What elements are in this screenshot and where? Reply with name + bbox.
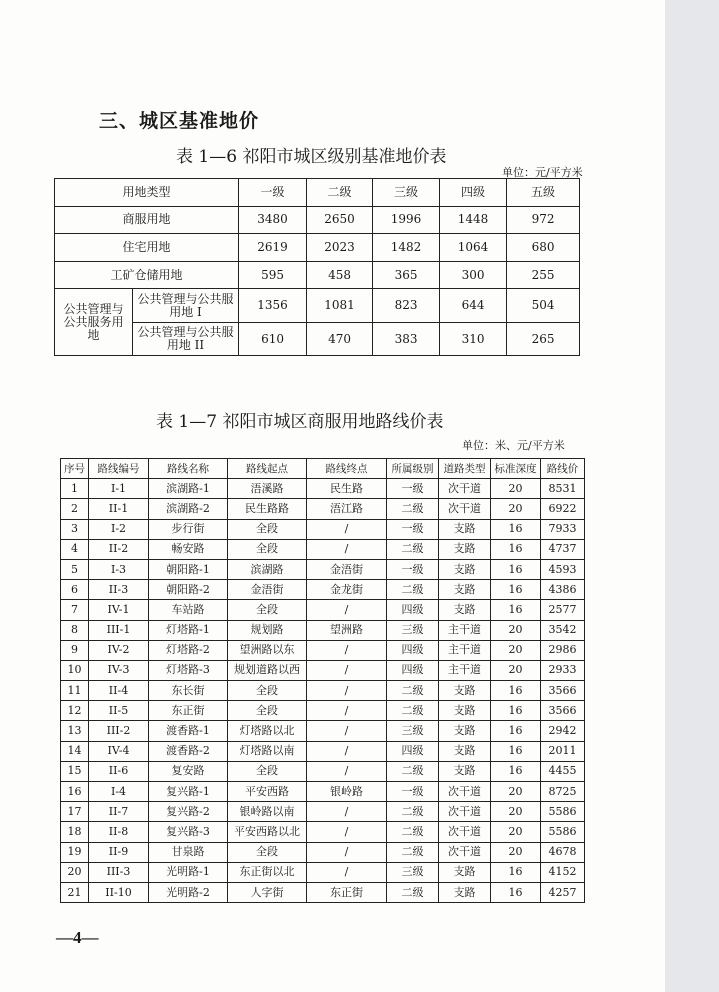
cell: 16 <box>491 600 541 620</box>
cell: I-2 <box>89 519 149 539</box>
table-row <box>61 701 585 721</box>
cell: 16 <box>491 882 541 902</box>
cell: 14 <box>61 741 89 761</box>
cell: II-1 <box>89 499 149 519</box>
cell: 金浯街 <box>228 580 307 600</box>
cell: 光明路-2 <box>149 882 228 902</box>
cell: 16 <box>491 741 541 761</box>
cell: 灯塔路-1 <box>149 620 228 640</box>
cell: / <box>307 600 387 620</box>
group-label: 公共管理与公共服务用地 <box>55 289 133 356</box>
cell: 一级 <box>387 559 439 579</box>
cell: 20 <box>491 499 541 519</box>
table-row <box>61 539 585 559</box>
cell: 10 <box>61 660 89 680</box>
cell: 16 <box>61 782 89 802</box>
cell: 3566 <box>541 681 585 701</box>
cell: 二级 <box>387 539 439 559</box>
cell: 全段 <box>228 761 307 781</box>
table-row <box>61 882 585 902</box>
cell: 20 <box>61 862 89 882</box>
cell: 504 <box>507 289 580 323</box>
cell: 4737 <box>541 539 585 559</box>
row-label: 住宅用地 <box>55 234 239 262</box>
section-title: 三、城区基准地价 <box>99 110 260 132</box>
header-cell: 用地类型 <box>55 179 239 207</box>
cell: 银岭路 <box>307 782 387 802</box>
cell: 3542 <box>541 620 585 640</box>
cell: 步行街 <box>149 519 228 539</box>
table-header-row <box>55 179 580 207</box>
cell: 规划道路以西 <box>228 660 307 680</box>
cell: 平安西路 <box>228 782 307 802</box>
cell: 三级 <box>387 862 439 882</box>
cell: 全段 <box>228 701 307 721</box>
cell: 四级 <box>387 741 439 761</box>
cell: III-1 <box>89 620 149 640</box>
cell: 民生路 <box>307 479 387 499</box>
table-row <box>61 802 585 822</box>
cell: 东正街 <box>307 882 387 902</box>
cell: 四级 <box>387 600 439 620</box>
cell: 一级 <box>387 519 439 539</box>
row-label: 工矿仓储用地 <box>55 261 239 289</box>
row-label: 公共管理与公共服用地 II <box>133 322 239 356</box>
cell: 二级 <box>387 580 439 600</box>
header-cell: 路线名称 <box>149 459 228 479</box>
cell: 12 <box>61 701 89 721</box>
table-row <box>61 761 585 781</box>
header-cell: 路线终点 <box>307 459 387 479</box>
table-row <box>55 261 580 289</box>
cell: 支路 <box>439 721 491 741</box>
cell: 1448 <box>440 206 507 234</box>
cell: 5 <box>61 559 89 579</box>
table2-caption: 表 1—7 祁阳市城区商服用地路线价表 <box>156 412 444 432</box>
cell: 18 <box>61 822 89 842</box>
cell: 浯江路 <box>307 499 387 519</box>
cell: 2942 <box>541 721 585 741</box>
cell: 16 <box>491 559 541 579</box>
cell: 5586 <box>541 802 585 822</box>
cell: 复兴路-2 <box>149 802 228 822</box>
table-row <box>61 600 585 620</box>
cell: 20 <box>491 640 541 660</box>
cell: 望洲路以东 <box>228 640 307 660</box>
cell: 16 <box>491 519 541 539</box>
table-row <box>61 479 585 499</box>
table-row <box>55 289 580 323</box>
cell: 渡香路-1 <box>149 721 228 741</box>
table-row <box>61 842 585 862</box>
cell: 9 <box>61 640 89 660</box>
cell: 二级 <box>387 499 439 519</box>
cell: 灯塔路-3 <box>149 660 228 680</box>
cell: IV-2 <box>89 640 149 660</box>
cell: 3480 <box>239 206 307 234</box>
table-row <box>61 580 585 600</box>
header-cell: 二级 <box>307 179 373 207</box>
cell: 主干道 <box>439 640 491 660</box>
cell: 二级 <box>387 882 439 902</box>
cell: 二级 <box>387 701 439 721</box>
cell: 7933 <box>541 519 585 539</box>
cell: IV-3 <box>89 660 149 680</box>
cell: I-1 <box>89 479 149 499</box>
cell: 支路 <box>439 862 491 882</box>
cell: 二级 <box>387 681 439 701</box>
cell: 2650 <box>307 206 373 234</box>
cell: 四级 <box>387 640 439 660</box>
header-cell: 四级 <box>440 179 507 207</box>
cell: 19 <box>61 842 89 862</box>
cell: 15 <box>61 761 89 781</box>
cell: 东正街以北 <box>228 862 307 882</box>
cell: 310 <box>440 322 507 356</box>
cell: 20 <box>491 842 541 862</box>
cell: / <box>307 721 387 741</box>
table-row <box>55 234 580 262</box>
header-cell: 序号 <box>61 459 89 479</box>
cell: / <box>307 822 387 842</box>
cell: 望洲路 <box>307 620 387 640</box>
cell: 东正街 <box>149 701 228 721</box>
cell: 次干道 <box>439 782 491 802</box>
cell: 支路 <box>439 600 491 620</box>
cell: IV-4 <box>89 741 149 761</box>
header-cell: 路线起点 <box>228 459 307 479</box>
cell: 17 <box>61 802 89 822</box>
header-cell: 道路类型 <box>439 459 491 479</box>
cell: 972 <box>507 206 580 234</box>
cell: 1482 <box>373 234 440 262</box>
cell: 车站路 <box>149 600 228 620</box>
cell: 4593 <box>541 559 585 579</box>
header-cell: 路线编号 <box>89 459 149 479</box>
cell: 三级 <box>387 721 439 741</box>
cell: II-6 <box>89 761 149 781</box>
cell: / <box>307 660 387 680</box>
cell: 支路 <box>439 539 491 559</box>
cell: 4386 <box>541 580 585 600</box>
cell: II-8 <box>89 822 149 842</box>
cell: 11 <box>61 681 89 701</box>
cell: 二级 <box>387 822 439 842</box>
cell: 灯塔路-2 <box>149 640 228 660</box>
cell: III-3 <box>89 862 149 882</box>
cell: 全段 <box>228 842 307 862</box>
cell: II-7 <box>89 802 149 822</box>
cell: 4152 <box>541 862 585 882</box>
cell: 16 <box>491 539 541 559</box>
cell: / <box>307 802 387 822</box>
cell: 5586 <box>541 822 585 842</box>
table-row <box>61 862 585 882</box>
cell: 3 <box>61 519 89 539</box>
cell: II-10 <box>89 882 149 902</box>
cell: 300 <box>440 261 507 289</box>
cell: 2986 <box>541 640 585 660</box>
cell: 光明路-1 <box>149 862 228 882</box>
cell: 2 <box>61 499 89 519</box>
cell: 支路 <box>439 741 491 761</box>
cell: 1996 <box>373 206 440 234</box>
cell: 2933 <box>541 660 585 680</box>
cell: 6922 <box>541 499 585 519</box>
cell: 支路 <box>439 519 491 539</box>
table-row <box>61 782 585 802</box>
cell: 东长街 <box>149 681 228 701</box>
cell: 383 <box>373 322 440 356</box>
cell: 2023 <box>307 234 373 262</box>
cell: / <box>307 741 387 761</box>
cell: II-3 <box>89 580 149 600</box>
cell: 次干道 <box>439 802 491 822</box>
cell: 四级 <box>387 660 439 680</box>
table-row <box>61 741 585 761</box>
cell: 主干道 <box>439 660 491 680</box>
cell: 全段 <box>228 681 307 701</box>
cell: 255 <box>507 261 580 289</box>
base-price-table <box>54 178 580 356</box>
cell: 次干道 <box>439 822 491 842</box>
table-row <box>61 499 585 519</box>
cell: 一级 <box>387 479 439 499</box>
road-price-table <box>60 458 585 903</box>
cell: 1064 <box>440 234 507 262</box>
table-row <box>61 620 585 640</box>
cell: 全段 <box>228 519 307 539</box>
cell: 滨湖路 <box>228 559 307 579</box>
cell: 复兴路-1 <box>149 782 228 802</box>
cell: I-3 <box>89 559 149 579</box>
table-row <box>61 660 585 680</box>
cell: 20 <box>491 479 541 499</box>
cell: 金龙街 <box>307 580 387 600</box>
cell: 8531 <box>541 479 585 499</box>
page-number: —4— <box>56 928 99 947</box>
cell: / <box>307 842 387 862</box>
cell: 支路 <box>439 761 491 781</box>
cell: 支路 <box>439 580 491 600</box>
cell: 16 <box>491 681 541 701</box>
cell: 畅安路 <box>149 539 228 559</box>
cell: 滨湖路-2 <box>149 499 228 519</box>
cell: 滨湖路-1 <box>149 479 228 499</box>
cell: 次干道 <box>439 842 491 862</box>
cell: 16 <box>491 761 541 781</box>
cell: 16 <box>491 721 541 741</box>
cell: 支路 <box>439 681 491 701</box>
cell: 680 <box>507 234 580 262</box>
cell: 4257 <box>541 882 585 902</box>
cell: 朝阳路-1 <box>149 559 228 579</box>
cell: 265 <box>507 322 580 356</box>
cell: 复兴路-3 <box>149 822 228 842</box>
cell: 次干道 <box>439 499 491 519</box>
cell: 人字街 <box>228 882 307 902</box>
cell: 支路 <box>439 882 491 902</box>
cell: 610 <box>239 322 307 356</box>
cell: 20 <box>491 822 541 842</box>
cell: 16 <box>491 580 541 600</box>
header-cell: 一级 <box>239 179 307 207</box>
table-row <box>61 681 585 701</box>
header-cell: 所属级别 <box>387 459 439 479</box>
table-row <box>61 640 585 660</box>
cell: 8725 <box>541 782 585 802</box>
cell: 6 <box>61 580 89 600</box>
cell: 4455 <box>541 761 585 781</box>
cell: I-4 <box>89 782 149 802</box>
cell: 7 <box>61 600 89 620</box>
cell: IV-1 <box>89 600 149 620</box>
cell: 458 <box>307 261 373 289</box>
cell: / <box>307 701 387 721</box>
cell: 支路 <box>439 701 491 721</box>
cell: 21 <box>61 882 89 902</box>
cell: 甘泉路 <box>149 842 228 862</box>
cell: 复安路 <box>149 761 228 781</box>
cell: 16 <box>491 862 541 882</box>
cell: 1 <box>61 479 89 499</box>
header-cell: 标准深度 <box>491 459 541 479</box>
cell: 644 <box>440 289 507 323</box>
table-row <box>61 519 585 539</box>
cell: II-2 <box>89 539 149 559</box>
cell: / <box>307 862 387 882</box>
cell: 823 <box>373 289 440 323</box>
table-header-row <box>61 459 585 479</box>
cell: 20 <box>491 660 541 680</box>
cell: 470 <box>307 322 373 356</box>
header-cell: 路线价 <box>541 459 585 479</box>
cell: / <box>307 681 387 701</box>
table2-unit: 单位：米、元/平方米 <box>462 439 565 452</box>
cell: 595 <box>239 261 307 289</box>
cell: 2577 <box>541 600 585 620</box>
table-row <box>61 822 585 842</box>
cell: 365 <box>373 261 440 289</box>
cell: 渡香路-2 <box>149 741 228 761</box>
cell: 民生路路 <box>228 499 307 519</box>
table-row <box>61 721 585 741</box>
cell: 8 <box>61 620 89 640</box>
row-label: 商服用地 <box>55 206 239 234</box>
table-row <box>55 322 580 356</box>
header-cell: 五级 <box>507 179 580 207</box>
cell: / <box>307 761 387 781</box>
table1-caption: 表 1—6 祁阳市城区级别基准地价表 <box>176 147 447 167</box>
cell: 全段 <box>228 600 307 620</box>
row-label: 公共管理与公共服用地 I <box>133 289 239 323</box>
cell: 2619 <box>239 234 307 262</box>
cell: 次干道 <box>439 479 491 499</box>
cell: 朝阳路-2 <box>149 580 228 600</box>
cell: 一级 <box>387 782 439 802</box>
cell: 二级 <box>387 761 439 781</box>
cell: 20 <box>491 782 541 802</box>
cell: II-4 <box>89 681 149 701</box>
cell: II-5 <box>89 701 149 721</box>
cell: 二级 <box>387 802 439 822</box>
cell: 二级 <box>387 842 439 862</box>
cell: 20 <box>491 620 541 640</box>
cell: III-2 <box>89 721 149 741</box>
cell: II-9 <box>89 842 149 862</box>
cell: 1081 <box>307 289 373 323</box>
table-row <box>61 559 585 579</box>
cell: 浯溪路 <box>228 479 307 499</box>
cell: 银岭路以南 <box>228 802 307 822</box>
cell: / <box>307 640 387 660</box>
scanner-edge <box>665 0 719 992</box>
cell: / <box>307 539 387 559</box>
cell: 主干道 <box>439 620 491 640</box>
cell: 4678 <box>541 842 585 862</box>
cell: 金浯街 <box>307 559 387 579</box>
cell: 16 <box>491 701 541 721</box>
cell: 灯塔路以南 <box>228 741 307 761</box>
table1-unit: 单位：元/平方米 <box>502 166 583 179</box>
cell: 1356 <box>239 289 307 323</box>
cell: / <box>307 519 387 539</box>
cell: 三级 <box>387 620 439 640</box>
cell: 20 <box>491 802 541 822</box>
cell: 规划路 <box>228 620 307 640</box>
cell: 灯塔路以北 <box>228 721 307 741</box>
cell: 4 <box>61 539 89 559</box>
cell: 平安西路以北 <box>228 822 307 842</box>
header-cell: 三级 <box>373 179 440 207</box>
cell: 全段 <box>228 539 307 559</box>
cell: 3566 <box>541 701 585 721</box>
cell: 2011 <box>541 741 585 761</box>
cell: 支路 <box>439 559 491 579</box>
cell: 13 <box>61 721 89 741</box>
table-row <box>55 206 580 234</box>
